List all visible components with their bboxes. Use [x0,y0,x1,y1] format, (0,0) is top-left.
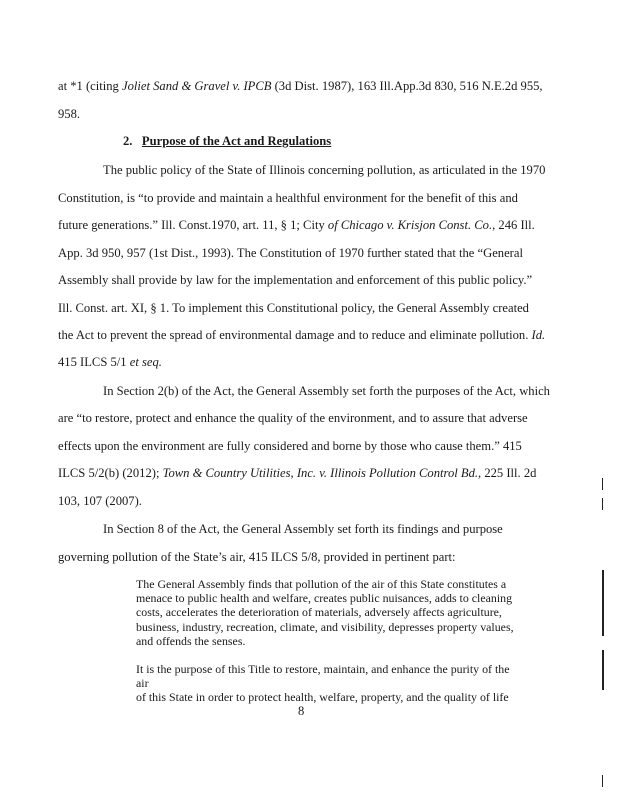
section-number: 2. [123,134,133,148]
text-line: at *1 (citing Joliet Sand & Gravel v. IPCB (3d Dist. 1987), 163 Ill.App.3d 830, 516 N.E.2d 955, [58,79,543,93]
text-line: In Section 2(b) of the Act, the General Assembly set forth the purposes of the Act, which [103,384,550,398]
text-line: governing pollution of the State’s air, 415 ILCS 5/8, provided in pertinent part: [58,550,456,564]
scan-mark [602,478,603,490]
quote-line: business, industry, recreation, climate, and visibility, depresses property values, [136,619,514,634]
text-line: effects upon the environment are fully considered and borne by those who cause them.” 415 [58,439,522,453]
text-line: 103, 107 (2007). [58,494,142,508]
text-line: Assembly shall provide by law for the implementation and enforcement of this public policy.” [58,273,533,287]
section-title: Purpose of the Act and Regulations [141,134,332,148]
quote-line: menace to public health and welfare, creates public nuisances, adds to cleaning [136,591,513,606]
block-quote [136,662,516,705]
scan-mark [602,650,604,690]
text-line: 415 ILCS 5/1 et seq. [58,355,162,369]
text-line: Constitution, is “to provide and maintain a healthful environment for the benefit of this and [58,191,518,205]
text-line: Ill. Const. art. XI, § 1. To implement this Constitutional policy, the General Assembly created [58,301,529,315]
quote-line: and offends the senses. [136,633,246,648]
text-line: the Act to prevent the spread of environmental damage and to reduce and eliminate pollution. Id. [58,328,546,342]
quote-line: The General Assembly finds that pollution of the air of this State constitutes a [136,577,507,591]
text-line: In Section 8 of the Act, the General Assembly set forth its findings and purpose [103,522,503,536]
quote-line: of this State in order to protect health, welfare, property, and the quality of life [136,690,509,705]
scan-mark [602,498,603,510]
scan-mark [602,775,603,787]
text-line: App. 3d 950, 957 (1st Dist., 1993). The Constitution of 1970 further stated that the “General [58,246,523,260]
text-line: are “to restore, protect and enhance the quality of the environment, and to assure that adverse [58,411,528,425]
quote-line: It is the purpose of this Title to restore, maintain, and enhance the purity of the air [136,662,510,691]
section-heading [123,133,331,149]
text-line: future generations.” Ill. Const.1970, art. 11, § 1; City of Chicago v. Krisjon Const. Co., 246 Ill. [58,218,535,232]
text-line: 958. [58,107,81,121]
page-number: 8 [298,704,305,718]
text-line: The public policy of the State of Illinois concerning pollution, as articulated in the 1970 [103,163,546,177]
text-line: ILCS 5/2(b) (2012); Town & Country Utilities, Inc. v. Illinois Pollution Control Bd., 225 Ill. 2d [58,466,537,480]
quote-line: costs, accelerates the deterioration of materials, adversely affects agriculture, [136,605,502,620]
scan-mark [602,570,604,636]
block-quote [136,577,516,648]
